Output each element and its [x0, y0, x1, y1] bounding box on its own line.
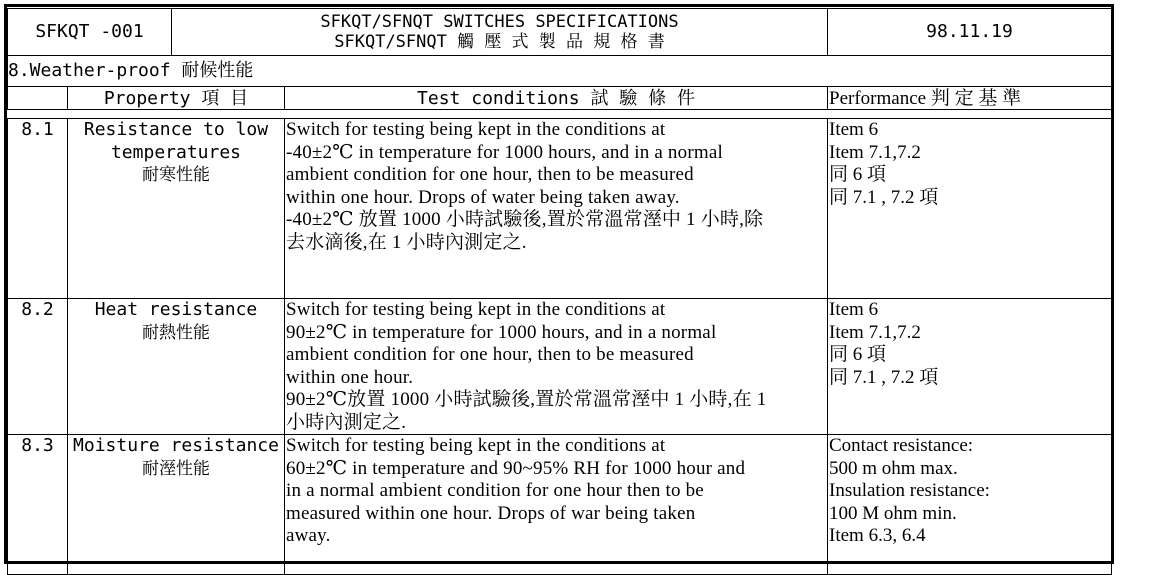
condition-line: Switch for testing being kept in the conditions at [286, 435, 666, 456]
row-property [68, 299, 285, 435]
conditions-header: Test conditions 試 驗 條 件 [285, 87, 828, 110]
property-zh-line: 耐寒性能 [142, 165, 210, 185]
condition-line: ambient condition for one hour, then to be measured [286, 164, 694, 185]
row-performance [828, 435, 1112, 575]
spec-row [8, 299, 1112, 435]
property-en-line: Heat resistance [94, 299, 258, 320]
property-en-line: temperatures [110, 141, 242, 163]
row-performance [828, 299, 1112, 435]
row-conditions [285, 299, 828, 435]
doc-date: 98.11.19 [828, 9, 1112, 56]
performance-line: Item 6 [829, 119, 879, 140]
spec-table [7, 8, 1112, 110]
performance-line: 500 m ohm max. [829, 457, 958, 479]
doc-title [172, 9, 828, 56]
header-row [8, 9, 1112, 56]
section-row [8, 56, 1112, 87]
condition-line: measured within one hour. Drops of war being taken [286, 502, 696, 524]
performance-line: Item 6.3, 6.4 [829, 525, 926, 546]
performance-line: Item 7.1,7.2 [829, 141, 921, 163]
num-header [8, 87, 68, 110]
condition-line: 小時內測定之. [286, 411, 407, 433]
row-number: 8.2 [8, 299, 68, 435]
spec-body-table [7, 118, 1112, 575]
performance-line: 同 7.1 , 7.2 項 [829, 366, 939, 388]
row-property [68, 119, 285, 299]
condition-line: Switch for testing being kept in the conditions at [286, 299, 666, 320]
spec-row [8, 119, 1112, 299]
performance-line: Item 7.1,7.2 [829, 321, 921, 343]
property-header: Property 項 目 [68, 87, 285, 110]
doc-title-line2: SFKQT/SFNQT 觸 壓 式 製 品 規 格 書 [334, 32, 665, 52]
condition-line: within one hour. [286, 366, 414, 388]
condition-line: -40±2℃ 放置 1000 小時試驗後,置於常溫常溼中 1 小時,除 [286, 209, 764, 230]
row-number: 8.1 [8, 119, 68, 299]
condition-line: 90±2℃ in temperature for 1000 hours, and in a normal [286, 321, 717, 343]
property-en-line: Resistance to low [83, 119, 269, 140]
section-title: 8.Weather-proof 耐候性能 [8, 56, 1112, 87]
performance-line: 同 7.1 , 7.2 項 [829, 186, 939, 208]
property-zh-line: 耐熱性能 [142, 322, 210, 343]
performance-line: 同 6 項 [829, 344, 887, 365]
performance-line: Item 6 [829, 299, 879, 320]
condition-line: 去水滴後,在 1 小時內測定之. [286, 231, 527, 253]
row-number: 8.3 [8, 435, 68, 575]
doc-title-line1: SFKQT/SFNQT SWITCHES SPECIFICATIONS [320, 12, 679, 32]
property-zh-line: 耐溼性能 [142, 458, 210, 479]
performance-line: Contact resistance: [829, 435, 974, 456]
condition-line: Switch for testing being kept in the conditions at [286, 119, 666, 140]
doc-code: SFKQT -001 [8, 9, 172, 56]
performance-header: Performance 判 定 基 準 [828, 87, 1112, 110]
condition-line: away. [286, 525, 331, 546]
performance-line: 100 M ohm min. [829, 502, 957, 524]
condition-line: ambient condition for one hour, then to be measured [286, 344, 694, 365]
column-header-row [8, 87, 1112, 110]
condition-line: 60±2℃ in temperature and 90~95% RH for 1000 hour and [286, 457, 746, 479]
condition-line: -40±2℃ in temperature for 1000 hours, and in a normal [286, 141, 723, 163]
row-property [68, 435, 285, 575]
property-en-line: Moisture resistance [73, 435, 279, 456]
performance-line: Insulation resistance: [829, 480, 990, 501]
spec-row [8, 435, 1112, 575]
condition-line: within one hour. Drops of water being taken away. [286, 186, 680, 208]
row-performance [828, 119, 1112, 299]
row-conditions [285, 435, 828, 575]
performance-line: 同 6 項 [829, 164, 887, 185]
condition-line: 90±2℃放置 1000 小時試驗後,置於常溫常溼中 1 小時,在 1 [286, 389, 767, 410]
condition-line: in a normal ambient condition for one hour then to be [286, 480, 704, 501]
row-conditions [285, 119, 828, 299]
